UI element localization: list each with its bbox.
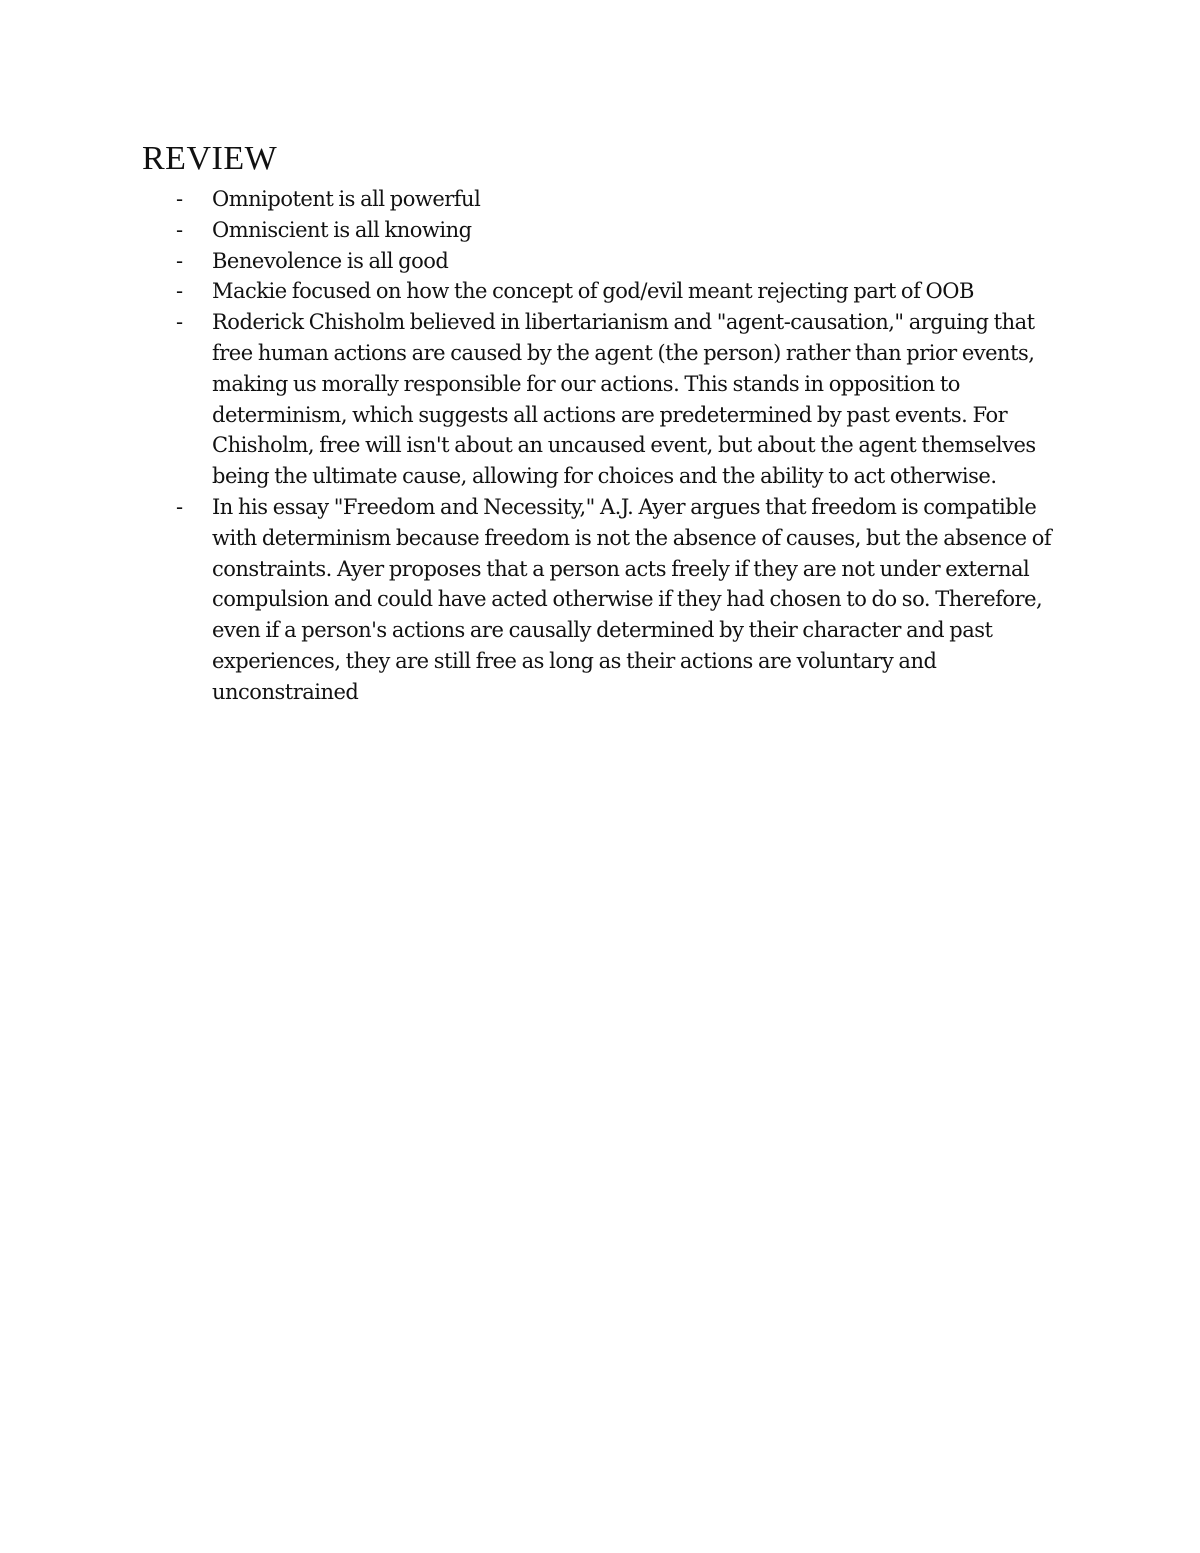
list-item — [142, 246, 1072, 277]
list-item — [142, 184, 1072, 215]
list-item — [142, 492, 1072, 708]
bullet-dash-icon: - — [176, 187, 183, 211]
bullet-dash-icon: - — [176, 310, 183, 335]
list-item-text: Roderick Chisholm believed in libertarianism and "agent-causation," arguing that free human actions are caused by the agent (the person) rather than prior events, making us morally responsible for our actions. This stands in opposition to determinism, which suggests all actions are predetermined by past events. For Chisholm, free will isn't about an uncaused event, but about the agent themselves being the ultimate cause, allowing for choices and the ability to act otherwise. — [212, 310, 1036, 489]
bullet-dash-icon: - — [176, 279, 183, 304]
bullet-dash-icon: - — [176, 217, 183, 242]
list-item-text: Omnipotent is all powerful — [212, 187, 481, 211]
list-item-text: In his essay "Freedom and Necessity," A.J. Ayer argues that freedom is compatible with determinism because freedom is not the absence of causes, but the absence of constraints. Ayer proposes that a person acts freely if they are not under external compulsion and could have acted otherwise if they had chosen to do so. Therefore, even if a person's actions are causally determined by their character and past experiences, they are still free as long as their actions are voluntary and unconstrained — [212, 494, 1052, 704]
list-item — [142, 276, 1072, 307]
list-item-text: Omniscient is all knowing — [212, 217, 472, 242]
bullet-dash-icon: - — [176, 494, 183, 519]
list-item-text: Benevolence is all good — [212, 248, 449, 273]
list-item — [142, 215, 1072, 246]
review-bullet-list — [142, 184, 1072, 708]
list-item-text: Mackie focused on how the concept of god/evil meant rejecting part of OOB — [212, 279, 974, 304]
document-title: REVIEW — [142, 140, 278, 177]
bullet-dash-icon: - — [176, 248, 183, 273]
list-item — [142, 307, 1072, 492]
